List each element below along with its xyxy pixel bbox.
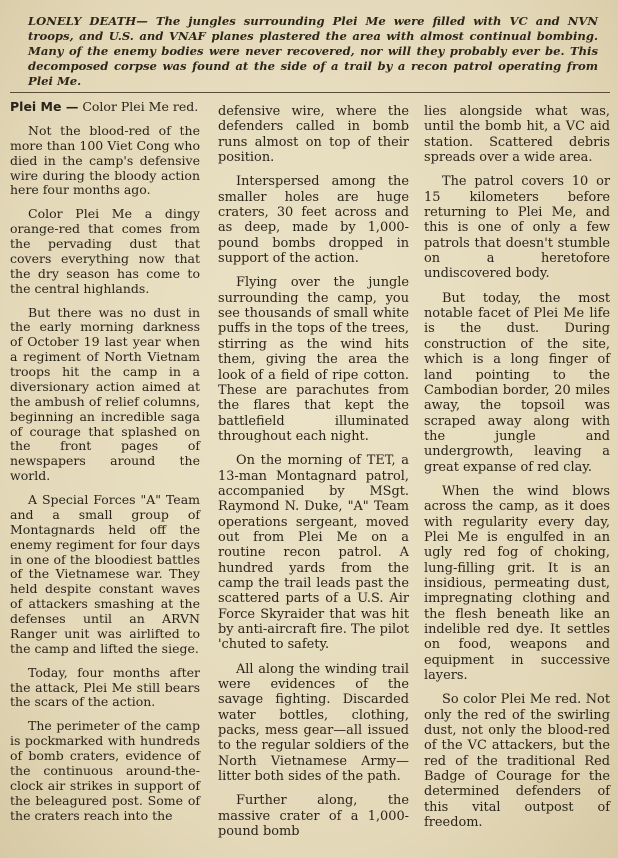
paragraph: The patrol covers 10 or 15 kilometers before returning to Plei Me, and this is one of only a few patrols that doesn't stumble on a heretofore undiscovered body. [424, 174, 610, 282]
article-column-1 [10, 100, 200, 832]
paragraph: The perimeter of the camp is pockmarked with hundreds of bomb craters, evidence of the continuous around-the-clock air strikes in support of the beleagured post. Some of the craters reach into the [10, 718, 200, 823]
paragraph-text: Color Plei Me red. [82, 99, 199, 114]
article-column-2 [218, 104, 409, 848]
caption-text: The jungles surrounding Plei Me were filled with VC and NVN troops, and U.S. and VNAF planes plastered the area with almost continual bombing. Many of the enemy bodies were never recovered, nor will they probably ever be. This decomposed corpse was found at the side of a trail by a recon patrol operating from Plei Me. [28, 14, 598, 88]
section-rule [10, 92, 610, 93]
paragraph [10, 100, 200, 115]
paragraph: lies alongside what was, until the bomb hit, a VC aid station. Scattered debris spreads over a wide area. [424, 104, 610, 166]
paragraph: When the wind blows across the camp, as it does with regularity every day, Plei Me is engulfed in an ugly red fog of choking, lung-filling grit. It is an insidious, permeating dust, impregnating clothing and the flesh beneath like an indelible red dye. It settles on food, weapons and equipment in successive layers. [424, 483, 610, 684]
article-column-3 [424, 104, 610, 839]
paragraph: Color Plei Me a dingy orange-red that comes from the pervading dust that covers everything now that the dry season has come to the central highlands. [10, 206, 200, 296]
paragraph: Today, four months after the attack, Plei Me still bears the scars of the action. [10, 664, 200, 710]
paragraph: But there was no dust in the early morning darkness of October 19 last year when a regiment of North Vietnam troops hit the camp in a diversionary action aimed at the ambush of relief columns, beginning an incredible saga of courage that splashed on the front pages of newspapers around the world. [10, 304, 200, 484]
paragraph: So color Plei Me red. Not only the red of the swirling dust, not only the blood-red of the VC attackers, but the red of the traditional Red Badge of Courage for the determined defenders of this vital outpost of freedom. [424, 692, 610, 831]
dateline: Plei Me — [10, 99, 79, 114]
paragraph: But today, the most notable facet of Plei Me life is the dust. During construction of the site, which is a long finger of land pointing to the Cambodian border, 20 miles away, the topsoil was scraped away along with the jungle and undergrowth, leaving a great expanse of red clay. [424, 290, 610, 475]
paragraph: Flying over the jungle surrounding the camp, you see thousands of small white puffs in the tops of the trees, stirring as the wind hits them, giving the area the look of a field of ripe cotton. These are parachutes from the flares that kept the battlefield illuminated throughout each night. [218, 275, 409, 444]
photo-caption [28, 14, 598, 89]
paragraph: A Special Forces "A" Team and a small group of Montagnards held off the enemy regiment for four days in one of the bloodiest battles of the Vietnamese war. They held despite constant waves of attackers smashing at the defenses until an ARVN Ranger unit was airlifted to the camp and lifted the siege. [10, 492, 200, 656]
paragraph: All along the winding trail were evidences of the savage fighting. Discarded water bottles, clothing, packs, mess gear—all issued to the regular soldiers of the North Vietnamese Army—litter both sides of the path. [218, 661, 409, 785]
caption-title: LONELY DEATH— [28, 14, 148, 28]
paragraph: On the morning of TET, a 13-man Montagnard patrol, accompanied by MSgt. Raymond N. Duke, "A" Team operations sergeant, moved out from Plei Me on a routine recon patrol. A hundred yards from the camp the trail leads past the scattered parts of a U.S. Air Force Skyraider that was hit by anti-aircraft fire. The pilot 'chuted to safety. [218, 453, 410, 653]
paragraph: defensive wire, where the defenders called in bomb runs almost on top of their position. [218, 104, 409, 166]
paragraph: Not the blood-red of the more than 100 Viet Cong who died in the camp's defensive wire during the bloody action here four months ago. [10, 122, 200, 198]
paragraph: Further along, the massive crater of a 1,000-pound bomb [218, 793, 409, 840]
paragraph: Interspersed among the smaller holes are huge craters, 30 feet across and as deep, made by 1,000-pound bombs dropped in support of the action. [218, 174, 409, 267]
